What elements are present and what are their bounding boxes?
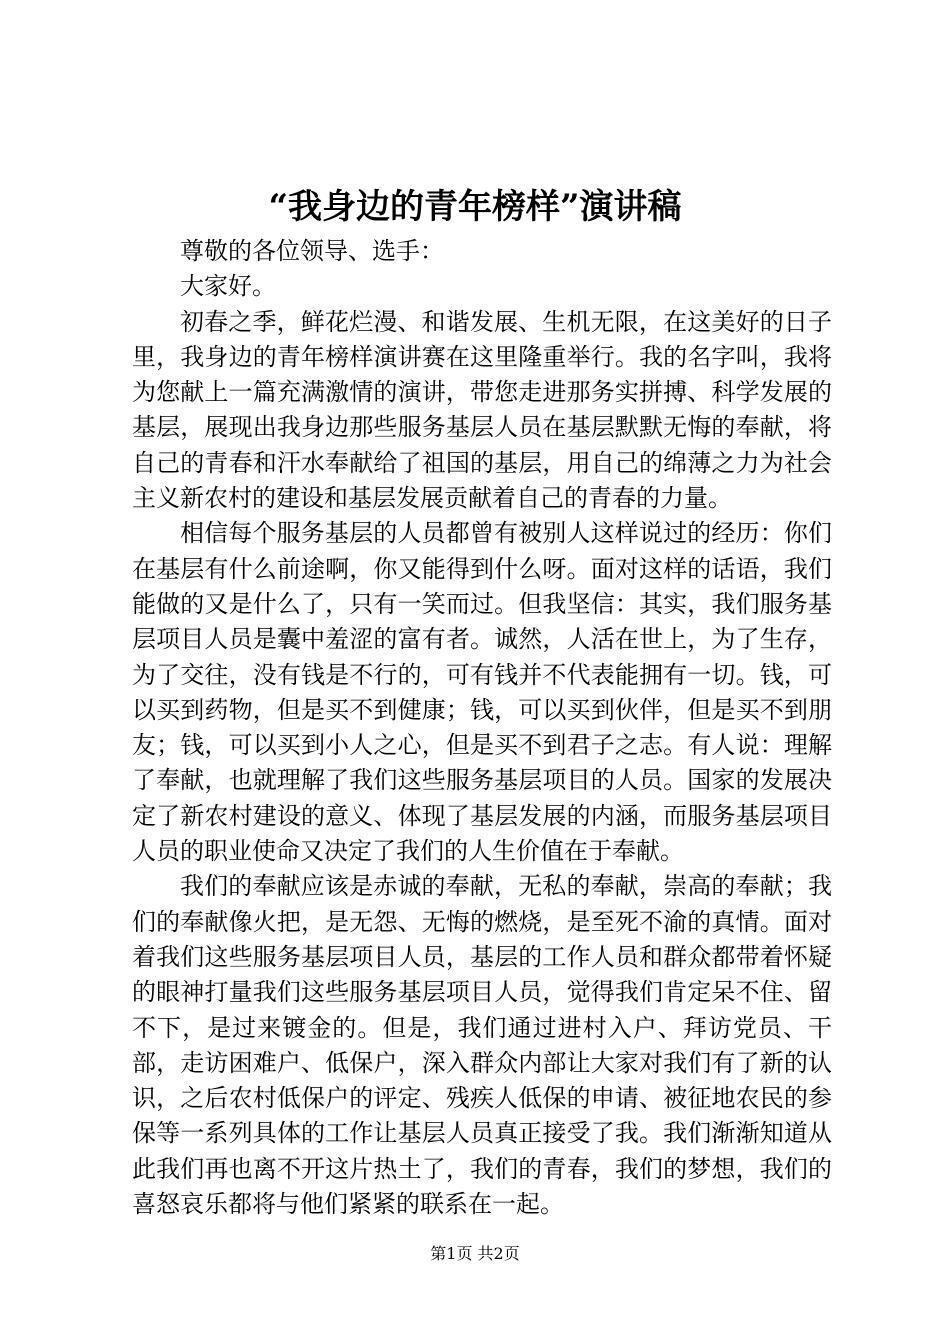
- page-footer: 第1页 共2页: [430, 1244, 520, 1263]
- body-paragraph: 相信每个服务基层的人员都曾有被别人这样说过的经历：你们在基层有什么前途啊，你又能得到什么呀。面对这样的话语，我们能做的又是什么了，只有一笑而过。但我坚信：其实，我们服务基层项目人员是囊中羞涩的富有者。诚然，人活在世上，为了生存，为了交往，没有钱是不行的，可有钱并不代表能拥有一切。钱，可以买到药物，但是买不到健康；钱，可以买到伙伴，但是买不到朋友；钱，可以买到小人之心，但是买不到君子之志。有人说：理解了奉献，也就理解了我们这些服务基层项目的人员。国家的发展决定了新农村建设的意义、体现了基层发展的内涵，而服务基层项目人员的职业使命又决定了我们的人生价值在于奉献。: [132, 519, 832, 866]
- greeting: 大家好。: [180, 272, 276, 301]
- salutation: 尊敬的各位领导、选手：: [180, 237, 444, 265]
- body-paragraph: 初春之季，鲜花烂漫、和谐发展、生机无限，在这美好的日子里，我身边的青年榜样演讲赛在这里隆重举行。我的名字叫，我将为您献上一篇充满激情的演讲，带您走进那务实拼搏、科学发展的基层，展现出我身边那些服务基层人员在基层默默无悔的奉献，将自己的青春和汗水奉献给了祖国的基层，用自己的绵薄之力为社会主义新农村的建设和基层发展贡献着自己的青春的力量。: [132, 307, 832, 513]
- document-title: “我身边的青年榜样”演讲稿: [268, 187, 682, 227]
- body-paragraph: 我们的奉献应该是赤诚的奉献，无私的奉献，崇高的奉献；我们的奉献像火把，是无怨、无悔的燃烧，是至死不渝的真情。面对着我们这些服务基层项目人员，基层的工作人员和群众都带着怀疑的眼神打量我们这些服务基层项目人员，觉得我们肯定呆不住、留不下，是过来镀金的。但是，我们通过进村入户、拜访党员、干部，走访困难户、低保户，深入群众内部让大家对我们有了新的认识，之后农村低保户的评定、残疾人低保的申请、被征地农民的参保等一系列具体的工作让基层人员真正接受了我。我们渐渐知道从此我们再也离不开这片热土了，我们的青春，我们的梦想，我们的喜怒哀乐都将与他们紧紧的联系在一起。: [132, 872, 832, 1219]
- document-body: [132, 234, 832, 1222]
